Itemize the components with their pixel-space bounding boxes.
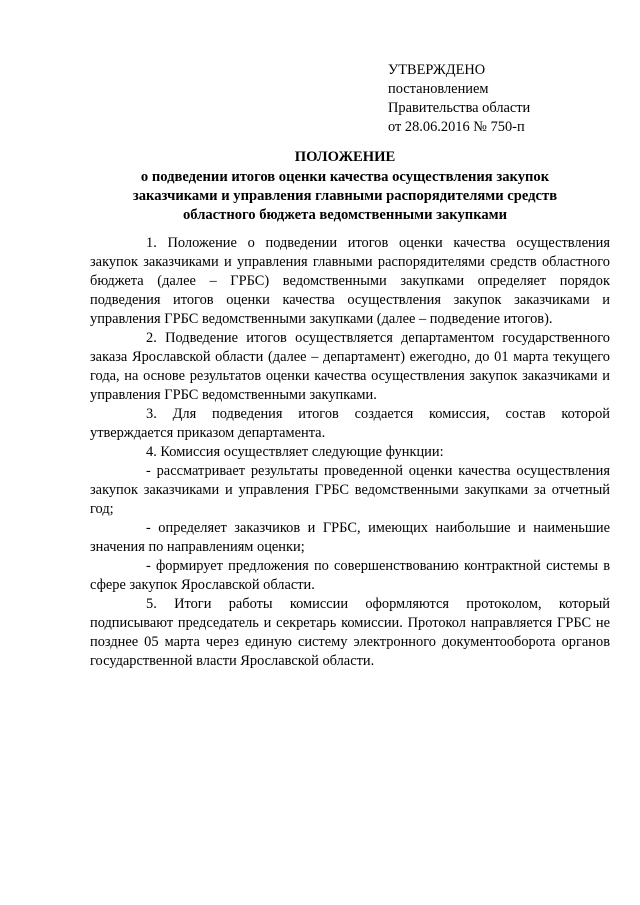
approval-line: УТВЕРЖДЕНО xyxy=(388,62,486,78)
document-title: ПОЛОЖЕНИЕ xyxy=(294,149,396,165)
document-title-block xyxy=(80,148,610,225)
paragraph-4: 4. Комиссия осуществляет следующие функции: xyxy=(146,444,444,460)
document-subtitle-line: о подведении итогов оценки качества осуществления закупок xyxy=(140,169,550,185)
approval-line: постановлением xyxy=(388,81,489,97)
document-subtitle-line: заказчиками и управления главными распорядителями средств xyxy=(132,188,558,204)
document-subtitle-line: областного бюджета ведомственными закупками xyxy=(182,207,508,223)
list-item: - определяет заказчиков и ГРБС, имеющих наибольшие и наименьшие значения по направлениям оценки; xyxy=(90,520,610,555)
list-item: - формирует предложения по совершенствованию контрактной системы в сфере закупок Ярославской области. xyxy=(90,558,610,593)
paragraph-3: 3. Для подведения итогов создается комиссия, состав которой утверждается приказом департамента. xyxy=(90,406,610,441)
paragraph-2: 2. Подведение итогов осуществляется департаментом государственного заказа Ярославской области (далее – департамент) ежегодно, до 01 марта текущего года, на основе результатов оценки качества осуществления закупок заказчиками и управления ГРБС ведомственными закупками. xyxy=(90,330,610,403)
approval-line: Правительства области xyxy=(388,100,531,116)
approval-stamp xyxy=(388,61,530,137)
document-body xyxy=(90,234,610,671)
list-item: - рассматривает результаты проведенной оценки качества осуществления закупок заказчиками и управления ГРБС ведомственными закупками за отчетный год; xyxy=(90,463,610,517)
paragraph-1: 1. Положение о подведении итогов оценки качества осуществления закупок заказчиками и управления главными распорядителями средств областного бюджета (далее – ГРБС) ведомственными закупками определяет порядок подведения итогов оценки качества осуществления закупок заказчиками и управления ГРБС ведомственными закупками (далее – подведение итогов). xyxy=(90,235,610,327)
paragraph-5: 5. Итоги работы комиссии оформляются протоколом, который подписывают председатель и секретарь комиссии. Протокол направляется ГРБС не позднее 05 марта через единую систему электронного документооборота органов государственной власти Ярославской области. xyxy=(90,596,610,669)
approval-line: от 28.06.2016 № 750-п xyxy=(388,119,525,135)
